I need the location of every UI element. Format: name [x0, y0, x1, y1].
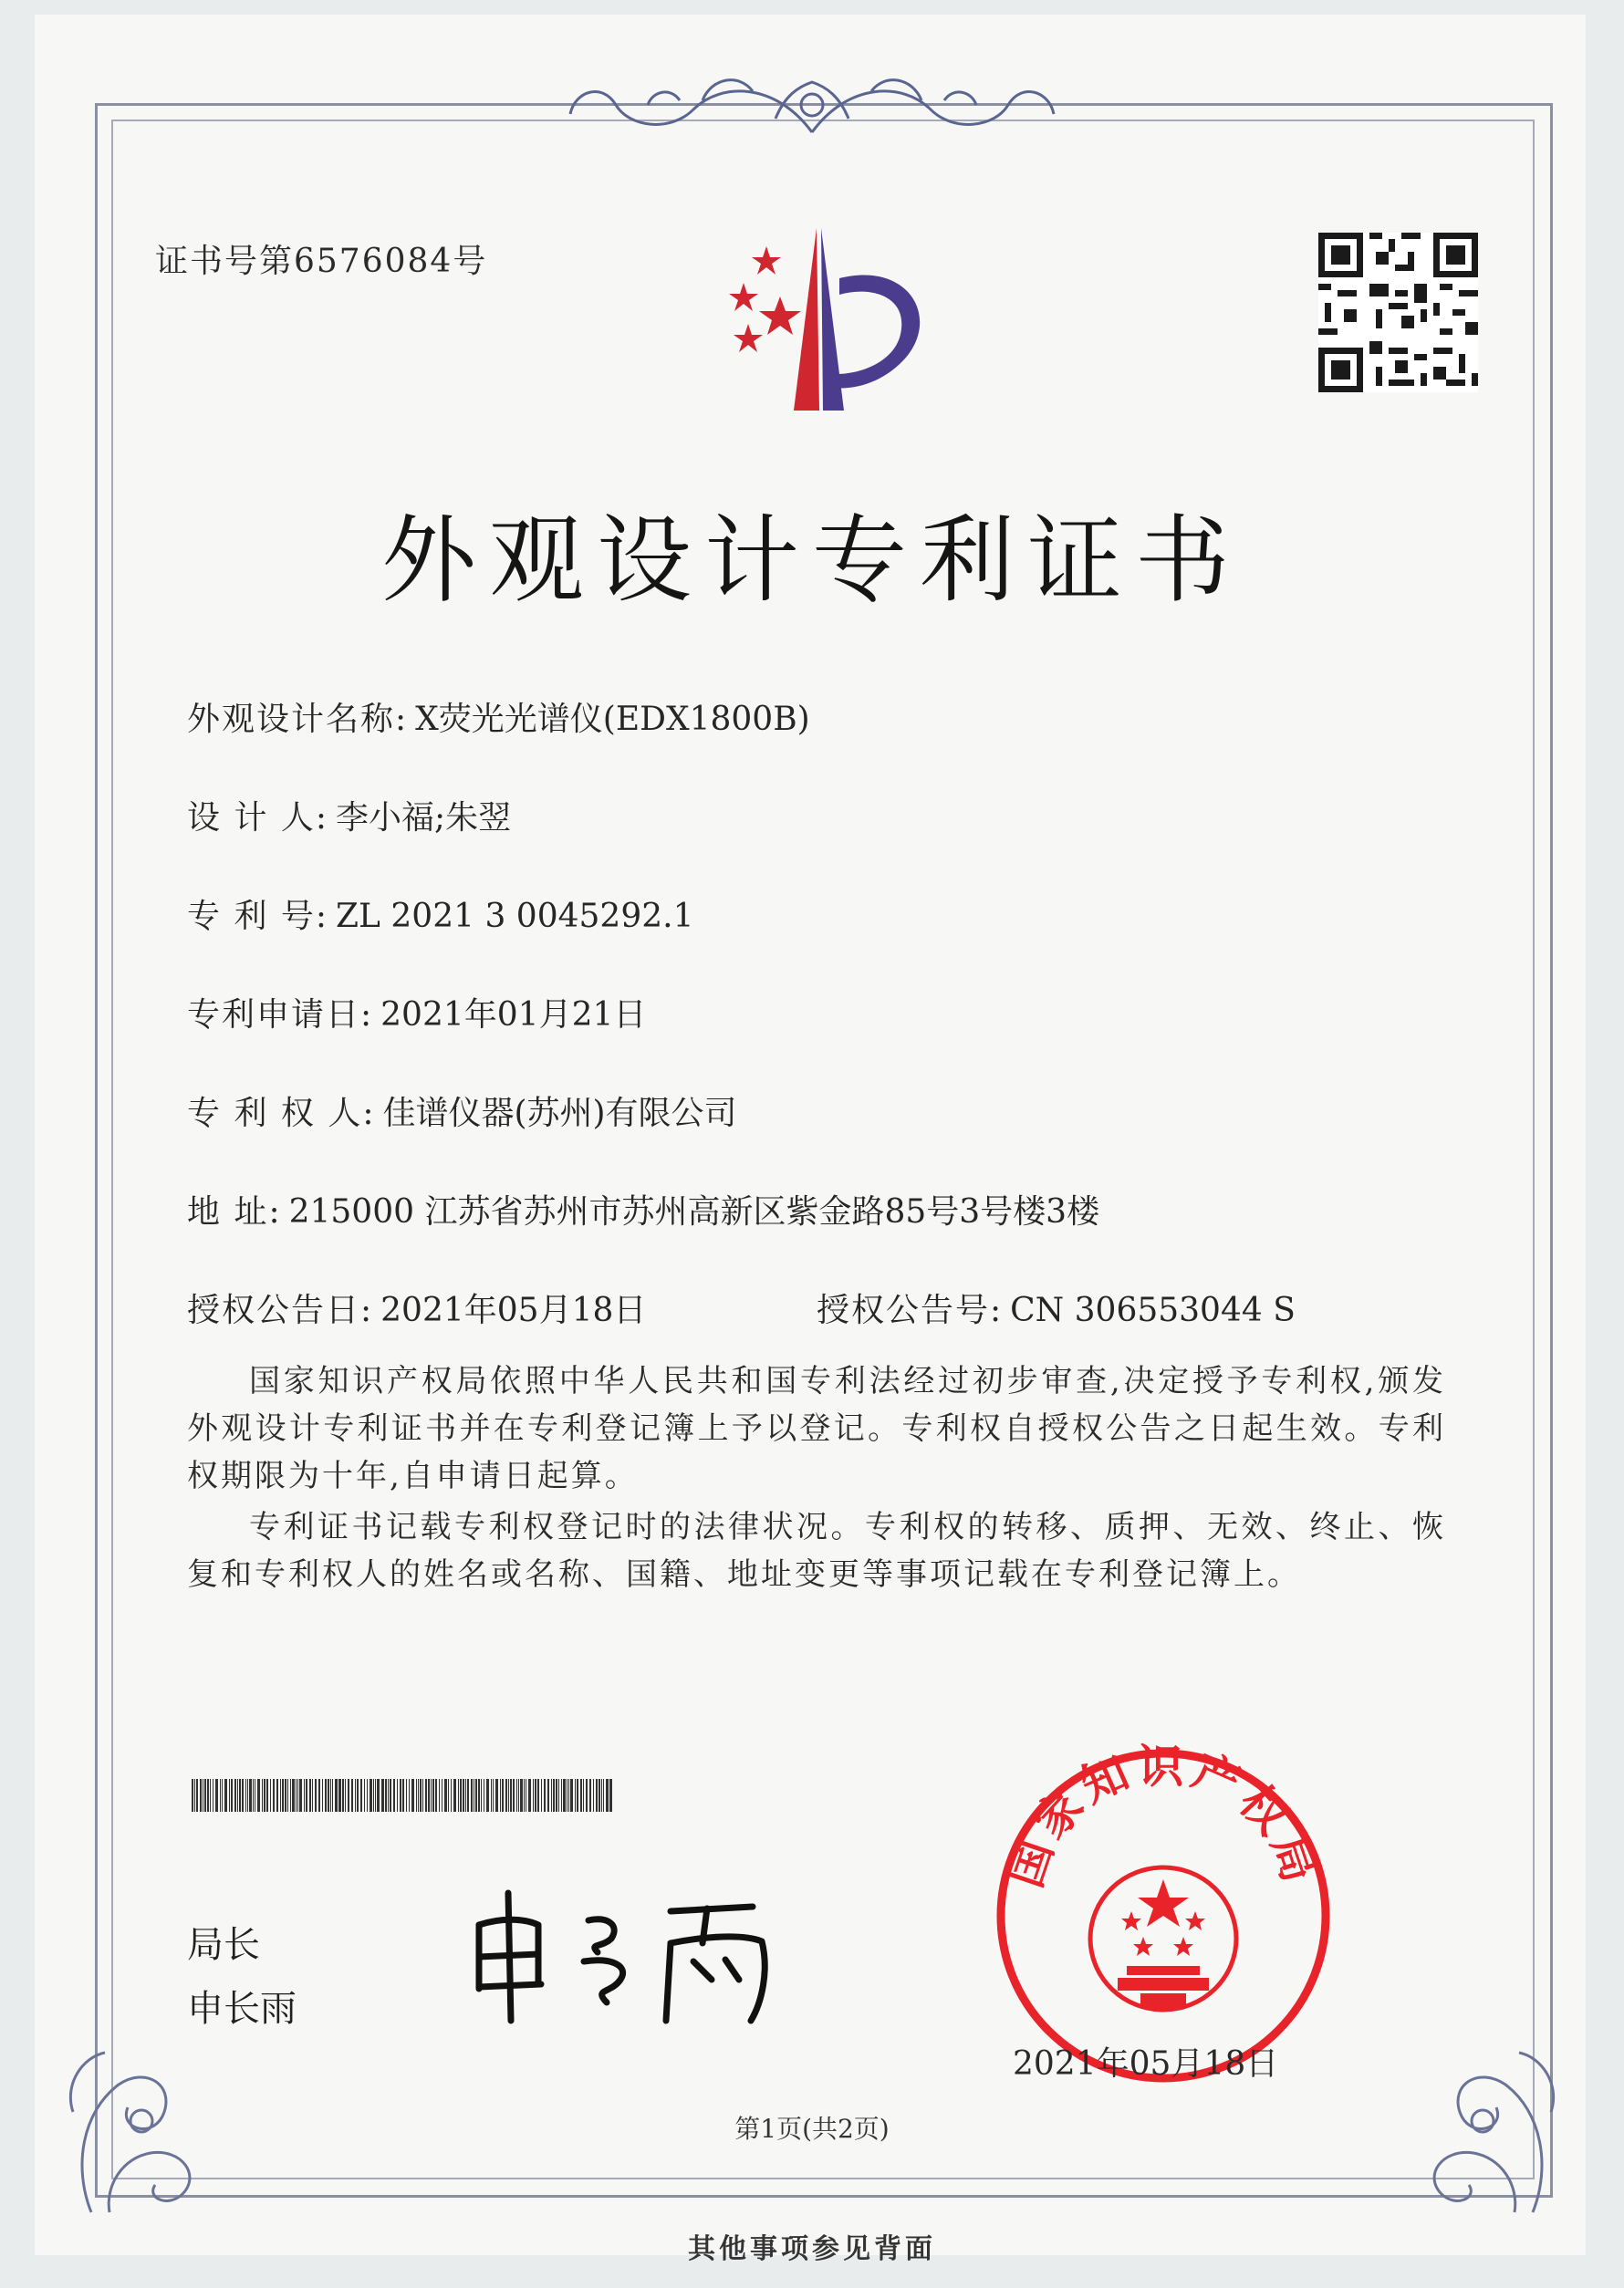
field-value: 李小福;朱翌	[336, 799, 512, 837]
barcode-bar	[547, 1779, 549, 1812]
barcode-bar	[478, 1779, 480, 1812]
barcode-bar	[282, 1779, 284, 1812]
barcode-bar	[553, 1779, 555, 1812]
barcode-bar	[606, 1779, 608, 1812]
barcode-bar	[273, 1779, 275, 1812]
barcode-bar	[345, 1779, 346, 1812]
designer-row	[187, 792, 511, 838]
barcode-bar	[493, 1779, 494, 1812]
seal-date: 2021年05月18日	[1013, 2045, 1279, 2083]
barcode-bar	[460, 1779, 462, 1812]
barcode-bar	[222, 1779, 224, 1812]
official-seal	[990, 1742, 1337, 2089]
handwritten-signature	[461, 1870, 826, 2034]
barcode-bar	[420, 1779, 422, 1812]
barcode-bar	[381, 1779, 382, 1812]
field-label: 授权公告号:	[817, 1292, 1004, 1329]
barcode-bar	[444, 1779, 446, 1812]
svg-text:国家知识产权局: 国家知识产权局	[998, 1742, 1328, 1894]
barcode-bar	[471, 1779, 473, 1812]
field-value: 佳谱仪器(苏州)有限公司	[382, 1095, 737, 1132]
barcode-bar	[558, 1779, 559, 1812]
barcode-bar	[370, 1779, 371, 1812]
barcode-bar	[196, 1779, 198, 1812]
barcode-bar	[442, 1779, 443, 1812]
field-value: 2021年05月18日	[380, 1292, 647, 1329]
field-label: 专利申请日:	[187, 996, 374, 1034]
barcode	[192, 1779, 613, 1812]
barcode-bar	[516, 1779, 517, 1812]
footer-note: 其他事项参见背面	[688, 2233, 936, 2265]
barcode-bar	[328, 1779, 329, 1812]
field-label: 外观设计名称:	[187, 701, 409, 738]
barcode-bar	[299, 1779, 301, 1812]
barcode-bar	[491, 1779, 492, 1812]
field-label: 设 计 人:	[187, 799, 329, 837]
field-value: CN 306553044 S	[1010, 1292, 1296, 1329]
barcode-bar	[330, 1779, 331, 1812]
barcode-bar	[318, 1779, 320, 1812]
barcode-bar	[556, 1779, 557, 1812]
barcode-bar	[520, 1779, 522, 1812]
barcode-bar	[508, 1779, 509, 1812]
barcode-bar	[306, 1779, 307, 1812]
barcode-bar	[431, 1779, 432, 1812]
grant-date-row	[187, 1284, 646, 1331]
barcode-bar	[451, 1779, 453, 1812]
barcode-bar	[568, 1779, 570, 1812]
field-value: 2021年01月21日	[380, 996, 647, 1034]
barcode-bar	[518, 1779, 520, 1812]
barcode-bar	[439, 1779, 440, 1812]
barcode-bar	[220, 1779, 221, 1812]
barcode-bar	[432, 1779, 434, 1812]
barcode-bar	[458, 1779, 459, 1812]
barcode-bar	[262, 1779, 263, 1812]
patent-number-row	[187, 890, 693, 937]
barcode-bar	[322, 1779, 323, 1812]
barcode-bar	[264, 1779, 265, 1812]
barcode-bar	[397, 1779, 398, 1812]
barcode-bar	[575, 1779, 576, 1812]
barcode-bar	[601, 1779, 602, 1812]
barcode-bar	[528, 1779, 530, 1812]
barcode-bar	[510, 1779, 512, 1812]
barcode-bar	[357, 1779, 359, 1812]
barcode-bar	[285, 1779, 286, 1812]
barcode-bar	[577, 1779, 578, 1812]
barcode-bar	[296, 1779, 297, 1812]
barcode-bar	[355, 1779, 356, 1812]
barcode-bar	[609, 1779, 610, 1812]
barcode-bar	[586, 1779, 588, 1812]
barcode-bar	[192, 1779, 193, 1812]
barcode-bar	[541, 1779, 542, 1812]
barcode-bar	[287, 1779, 288, 1812]
signatory-title: 局长	[187, 1924, 260, 1966]
patentee-row	[187, 1087, 737, 1134]
barcode-bar	[247, 1779, 249, 1812]
barcode-bar	[593, 1779, 594, 1812]
barcode-bar	[304, 1779, 305, 1812]
barcode-bar	[309, 1779, 311, 1812]
barcode-bar	[388, 1779, 389, 1812]
barcode-bar	[297, 1779, 299, 1812]
barcode-bar	[270, 1779, 271, 1812]
barcode-bar	[610, 1779, 612, 1812]
address-row	[187, 1186, 1099, 1232]
barcode-bar	[596, 1779, 598, 1812]
barcode-bar	[551, 1779, 552, 1812]
barcode-bar	[475, 1779, 477, 1812]
application-date-row	[187, 989, 646, 1035]
barcode-bar	[373, 1779, 374, 1812]
barcode-bar	[502, 1779, 504, 1812]
barcode-bar	[231, 1779, 233, 1812]
field-value: ZL 2021 3 0045292.1	[336, 898, 694, 935]
barcode-bar	[213, 1779, 214, 1812]
barcode-bar	[425, 1779, 427, 1812]
barcode-bar	[335, 1779, 337, 1812]
barcode-bar	[385, 1779, 387, 1812]
barcode-bar	[589, 1779, 591, 1812]
barcode-bar	[229, 1779, 230, 1812]
barcode-bar	[312, 1779, 313, 1812]
barcode-bar	[390, 1779, 391, 1812]
barcode-bar	[245, 1779, 246, 1812]
barcode-bar	[393, 1779, 395, 1812]
barcode-bar	[342, 1779, 344, 1812]
barcode-bar	[325, 1779, 327, 1812]
page-title: 外观设计专利证书	[380, 504, 1243, 616]
barcode-bar	[418, 1779, 420, 1812]
barcode-bar	[481, 1779, 482, 1812]
barcode-bar	[210, 1779, 211, 1812]
barcode-bar	[332, 1779, 334, 1812]
barcode-bar	[465, 1779, 466, 1812]
barcode-bar	[253, 1779, 254, 1812]
barcode-bar	[533, 1779, 534, 1812]
barcode-bar	[375, 1779, 377, 1812]
field-value: 215000 江苏省苏州市苏州高新区紫金路85号3号楼3楼	[288, 1193, 1100, 1231]
barcode-bar	[402, 1779, 404, 1812]
qr-code-icon	[1318, 233, 1478, 392]
barcode-bar	[422, 1779, 423, 1812]
barcode-bar	[563, 1779, 565, 1812]
barcode-bar	[348, 1779, 349, 1812]
barcode-bar	[204, 1779, 206, 1812]
signatory-name: 申长雨	[187, 1988, 297, 2030]
grant-number-row	[817, 1284, 1296, 1331]
barcode-bar	[435, 1779, 437, 1812]
barcode-bar	[406, 1779, 407, 1812]
barcode-bar	[255, 1779, 256, 1812]
barcode-bar	[234, 1779, 236, 1812]
barcode-bar	[484, 1779, 485, 1812]
barcode-bar	[382, 1779, 384, 1812]
barcode-bar	[411, 1779, 413, 1812]
barcode-bar	[215, 1779, 217, 1812]
barcode-bar	[292, 1779, 294, 1812]
cnipa-logo-icon	[703, 224, 949, 420]
barcode-bar	[338, 1779, 339, 1812]
barcode-bar	[194, 1779, 195, 1812]
barcode-bar	[544, 1779, 546, 1812]
top-ornament-icon	[566, 64, 1058, 146]
barcode-bar	[467, 1779, 469, 1812]
barcode-bar	[416, 1779, 417, 1812]
barcode-bar	[339, 1779, 341, 1812]
barcode-bar	[599, 1779, 600, 1812]
barcode-bar	[524, 1779, 525, 1812]
barcode-bar	[237, 1779, 238, 1812]
barcode-bar	[400, 1779, 401, 1812]
barcode-bar	[409, 1779, 411, 1812]
barcode-bar	[495, 1779, 497, 1812]
barcode-bar	[364, 1779, 365, 1812]
barcode-bar	[603, 1779, 605, 1812]
barcode-bar	[428, 1779, 430, 1812]
barcode-bar	[580, 1779, 582, 1812]
barcode-bar	[315, 1779, 317, 1812]
barcode-bar	[535, 1779, 536, 1812]
field-label: 授权公告日:	[187, 1292, 374, 1329]
field-value: X荧光光谱仪(EDX1800B)	[415, 701, 810, 738]
barcode-bar	[570, 1779, 572, 1812]
barcode-bar	[513, 1779, 515, 1812]
barcode-bar	[242, 1779, 244, 1812]
barcode-bar	[505, 1779, 507, 1812]
body-paragraph-1: 国家知识产权局依照中华人民共和国专利法经过初步审查,决定授予专利权,颁发外观设计专利证书并在专利登记簿上予以登记。专利权自授权公告之日起生效。专利权期限为十年,自申请日起算。	[187, 1363, 1446, 1494]
page-number: 第1页(共2页)	[734, 2114, 890, 2144]
barcode-bar	[500, 1779, 501, 1812]
barcode-bar	[239, 1779, 241, 1812]
design-name-row	[187, 693, 810, 740]
barcode-bar	[486, 1779, 488, 1812]
barcode-bar	[367, 1779, 369, 1812]
barcode-bar	[453, 1779, 455, 1812]
barcode-bar	[290, 1779, 292, 1812]
barcode-bar	[377, 1779, 379, 1812]
barcode-bar	[537, 1779, 539, 1812]
barcode-bar	[266, 1779, 268, 1812]
barcode-bar	[463, 1779, 464, 1812]
barcode-bar	[561, 1779, 563, 1812]
field-label: 专 利 号:	[187, 898, 329, 935]
barcode-bar	[448, 1779, 449, 1812]
barcode-bar	[280, 1779, 281, 1812]
field-label: 专 利 权 人:	[187, 1095, 376, 1132]
barcode-bar	[360, 1779, 362, 1812]
barcode-bar	[224, 1779, 226, 1812]
barcode-bar	[526, 1779, 527, 1812]
barcode-bar	[276, 1779, 278, 1812]
barcode-bar	[207, 1779, 209, 1812]
barcode-bar	[200, 1779, 202, 1812]
barcode-bar	[583, 1779, 584, 1812]
barcode-bar	[249, 1779, 251, 1812]
certificate-number: 证书号第6576084号	[155, 243, 488, 280]
field-label: 地 址:	[187, 1193, 282, 1231]
barcode-bar	[351, 1779, 353, 1812]
barcode-bar	[257, 1779, 259, 1812]
body-paragraph-2: 专利证书记载专利权登记时的法律状况。专利权的转移、质押、无效、终止、恢复和专利权人的姓名或名称、国籍、地址变更等事项记载在专利登记簿上。	[187, 1509, 1446, 1593]
